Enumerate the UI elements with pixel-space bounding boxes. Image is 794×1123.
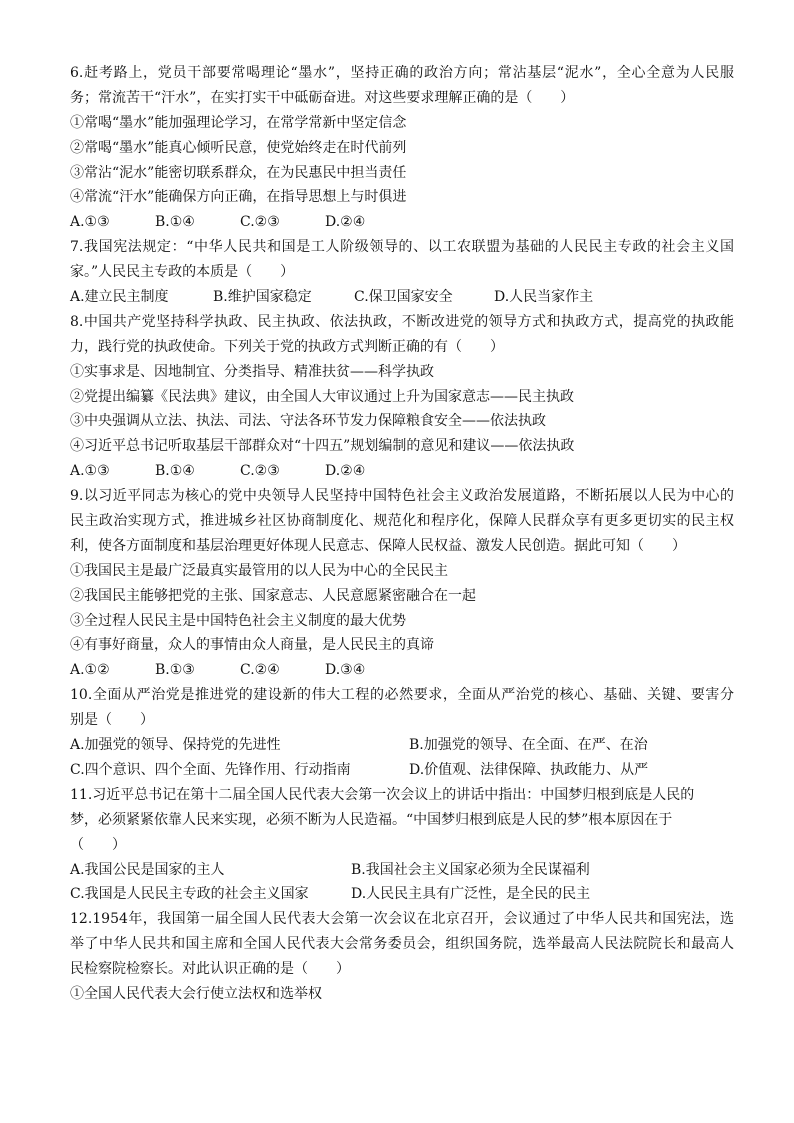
answer-options	[70, 858, 734, 883]
statement-item: ③常沾“泥水”能密切联系群众，在为民惠民中担当责任	[70, 164, 407, 181]
option-a: A.加强党的领导、保持党的先进性	[70, 737, 281, 754]
option-d: D.③④	[325, 662, 366, 679]
question-stem: 民检察院检察长。对此认识正确的是（ ）	[70, 961, 350, 978]
answer-options	[70, 210, 734, 235]
option-a: A.①②	[70, 662, 110, 679]
option-a: A.我国公民是国家的主人	[70, 861, 225, 878]
statement-item: ④常流“汗水”能确保方向正确，在指导思想上与时俱进	[70, 189, 407, 206]
statement-item: ①全国人民代表大会行使立法权和选举权	[70, 985, 322, 1002]
option-d: D.②④	[325, 463, 366, 480]
answer-options	[70, 882, 734, 907]
question-10	[70, 683, 734, 783]
question-11	[70, 783, 734, 907]
option-b: B.我国社会主义国家必须为全民谋福利	[351, 861, 590, 878]
question-stem: 梦，必须紧紧依靠人民来实现，必须不断为人民造福。“中国梦归根到底是人民的梦”根本原因在于	[70, 811, 673, 828]
option-d: D.人民当家作主	[494, 289, 594, 306]
question-stem: 务；常流苦干“汗水”，在实打实干中砥砺奋进。对这些要求理解正确的是（ ）	[70, 89, 575, 106]
option-b: B.加强党的领导、在全面、在严、在治	[409, 737, 648, 754]
option-a: A.①③	[70, 463, 110, 480]
answer-options	[70, 285, 734, 310]
statement-item: ②党提出编纂《民法典》建议，由全国人大审议通过上升为国家意志——民主执政	[70, 388, 574, 405]
statement-item: ④有事好商量，众人的事情由众人商量，是人民民主的真谛	[70, 637, 434, 654]
question-8	[70, 310, 734, 484]
statement-item: ③中央强调从立法、执法、司法、守法各环节发力保障粮食安全——依法执政	[70, 413, 546, 430]
answer-options	[70, 758, 734, 783]
statement-item: ②常喝“墨水”能真心倾听民意，使党始终走在时代前列	[70, 139, 407, 156]
question-stem: 6.赶考路上，党员干部要常喝理论“墨水”，坚持正确的政治方向；常沾基层“泥水”，全心全意为人民服	[70, 65, 734, 81]
option-a: A.①③	[70, 214, 110, 231]
question-stem: 7.我国宪法规定：“中华人民共和国是工人阶级领导的、以工农联盟为基础的人民民主专政的社会主义国	[70, 239, 734, 256]
option-d: D.人民民主具有广泛性，是全民的民主	[351, 886, 591, 903]
question-stem: （ ）	[70, 836, 126, 853]
statement-item: ②我国民主能够把党的主张、国家意志、人民意愿紧密融合在一起	[70, 587, 476, 604]
question-12	[70, 907, 734, 1007]
exam-page	[70, 61, 734, 1007]
question-stem: 11.习近平总书记在第十二届全国人民代表大会第一次会议上的讲话中指出：中国梦归根到底是人民的	[70, 786, 695, 803]
statement-item: ③全过程人民民主是中国特色社会主义制度的最大优势	[70, 612, 406, 629]
option-c: C.②③	[240, 463, 280, 480]
statement-item: ①我国民主是最广泛最真实最管用的以人民为中心的全民民主	[70, 562, 448, 579]
option-d: D.价值观、法律保障、执政能力、从严	[409, 761, 649, 778]
option-a: A.建立民主制度	[70, 289, 169, 306]
option-c: C.②③	[240, 214, 280, 231]
question-stem: 12.1954年，我国第一届全国人民代表大会第一次会议在北京召开，会议通过了中华人民共和国宪法，选	[70, 911, 734, 928]
option-c: C.我国是人民民主专政的社会主义国家	[70, 886, 309, 903]
question-stem: 家。”人民民主专政的本质是（ ）	[70, 264, 295, 281]
question-stem: 力，践行党的执政使命。下列关于党的执政方式判断正确的有（ ）	[70, 338, 504, 355]
answer-options	[70, 459, 734, 484]
question-7	[70, 235, 734, 310]
question-stem: 别是（ ）	[70, 712, 154, 729]
question-stem: 8.中国共产党坚持科学执政、民主执政、依法执政，不断改进党的领导方式和执政方式，提高党的执政能	[70, 313, 734, 330]
statement-item: ①实事求是、因地制宜、分类指导、精准扶贫——科学执政	[70, 363, 434, 380]
option-b: B.维护国家稳定	[213, 289, 312, 306]
option-c: C.保卫国家安全	[354, 289, 453, 306]
question-9	[70, 484, 734, 683]
question-stem: 9.以习近平同志为核心的党中央领导人民坚持中国特色社会主义政治发展道路，不断拓展以人民为中心的	[70, 488, 734, 505]
question-stem: 举了中华人民共和国主席和全国人民代表大会常务委员会，组织国务院，选举最高人民法院院长和最高人	[70, 936, 734, 953]
question-6	[70, 61, 734, 235]
option-b: B.①④	[155, 214, 195, 231]
option-d: D.②④	[325, 214, 366, 231]
answer-options	[70, 658, 734, 683]
answer-options	[70, 733, 734, 758]
option-b: B.①④	[155, 463, 195, 480]
option-c: C.②④	[240, 662, 280, 679]
option-c: C.四个意识、四个全面、先锋作用、行动指南	[70, 761, 351, 778]
question-stem: 10.全面从严治党是推进党的建设新的伟大工程的必然要求，全面从严治党的核心、基础、关键、要害分	[70, 687, 734, 704]
question-stem: 民主政治实现方式，推进城乡社区协商制度化、规范化和程序化，保障人民群众享有更多更切实的民主权	[70, 513, 734, 530]
statement-item: ①常喝“墨水”能加强理论学习，在常学常新中坚定信念	[70, 114, 407, 131]
option-b: B.①③	[155, 662, 195, 679]
statement-item: ④习近平总书记听取基层干部群众对“十四五”规划编制的意见和建议——依法执政	[70, 438, 575, 455]
question-stem: 利，使各方面制度和基层治理更好体现人民意志、保障人民权益、激发人民创造。据此可知（ ）	[70, 537, 686, 554]
